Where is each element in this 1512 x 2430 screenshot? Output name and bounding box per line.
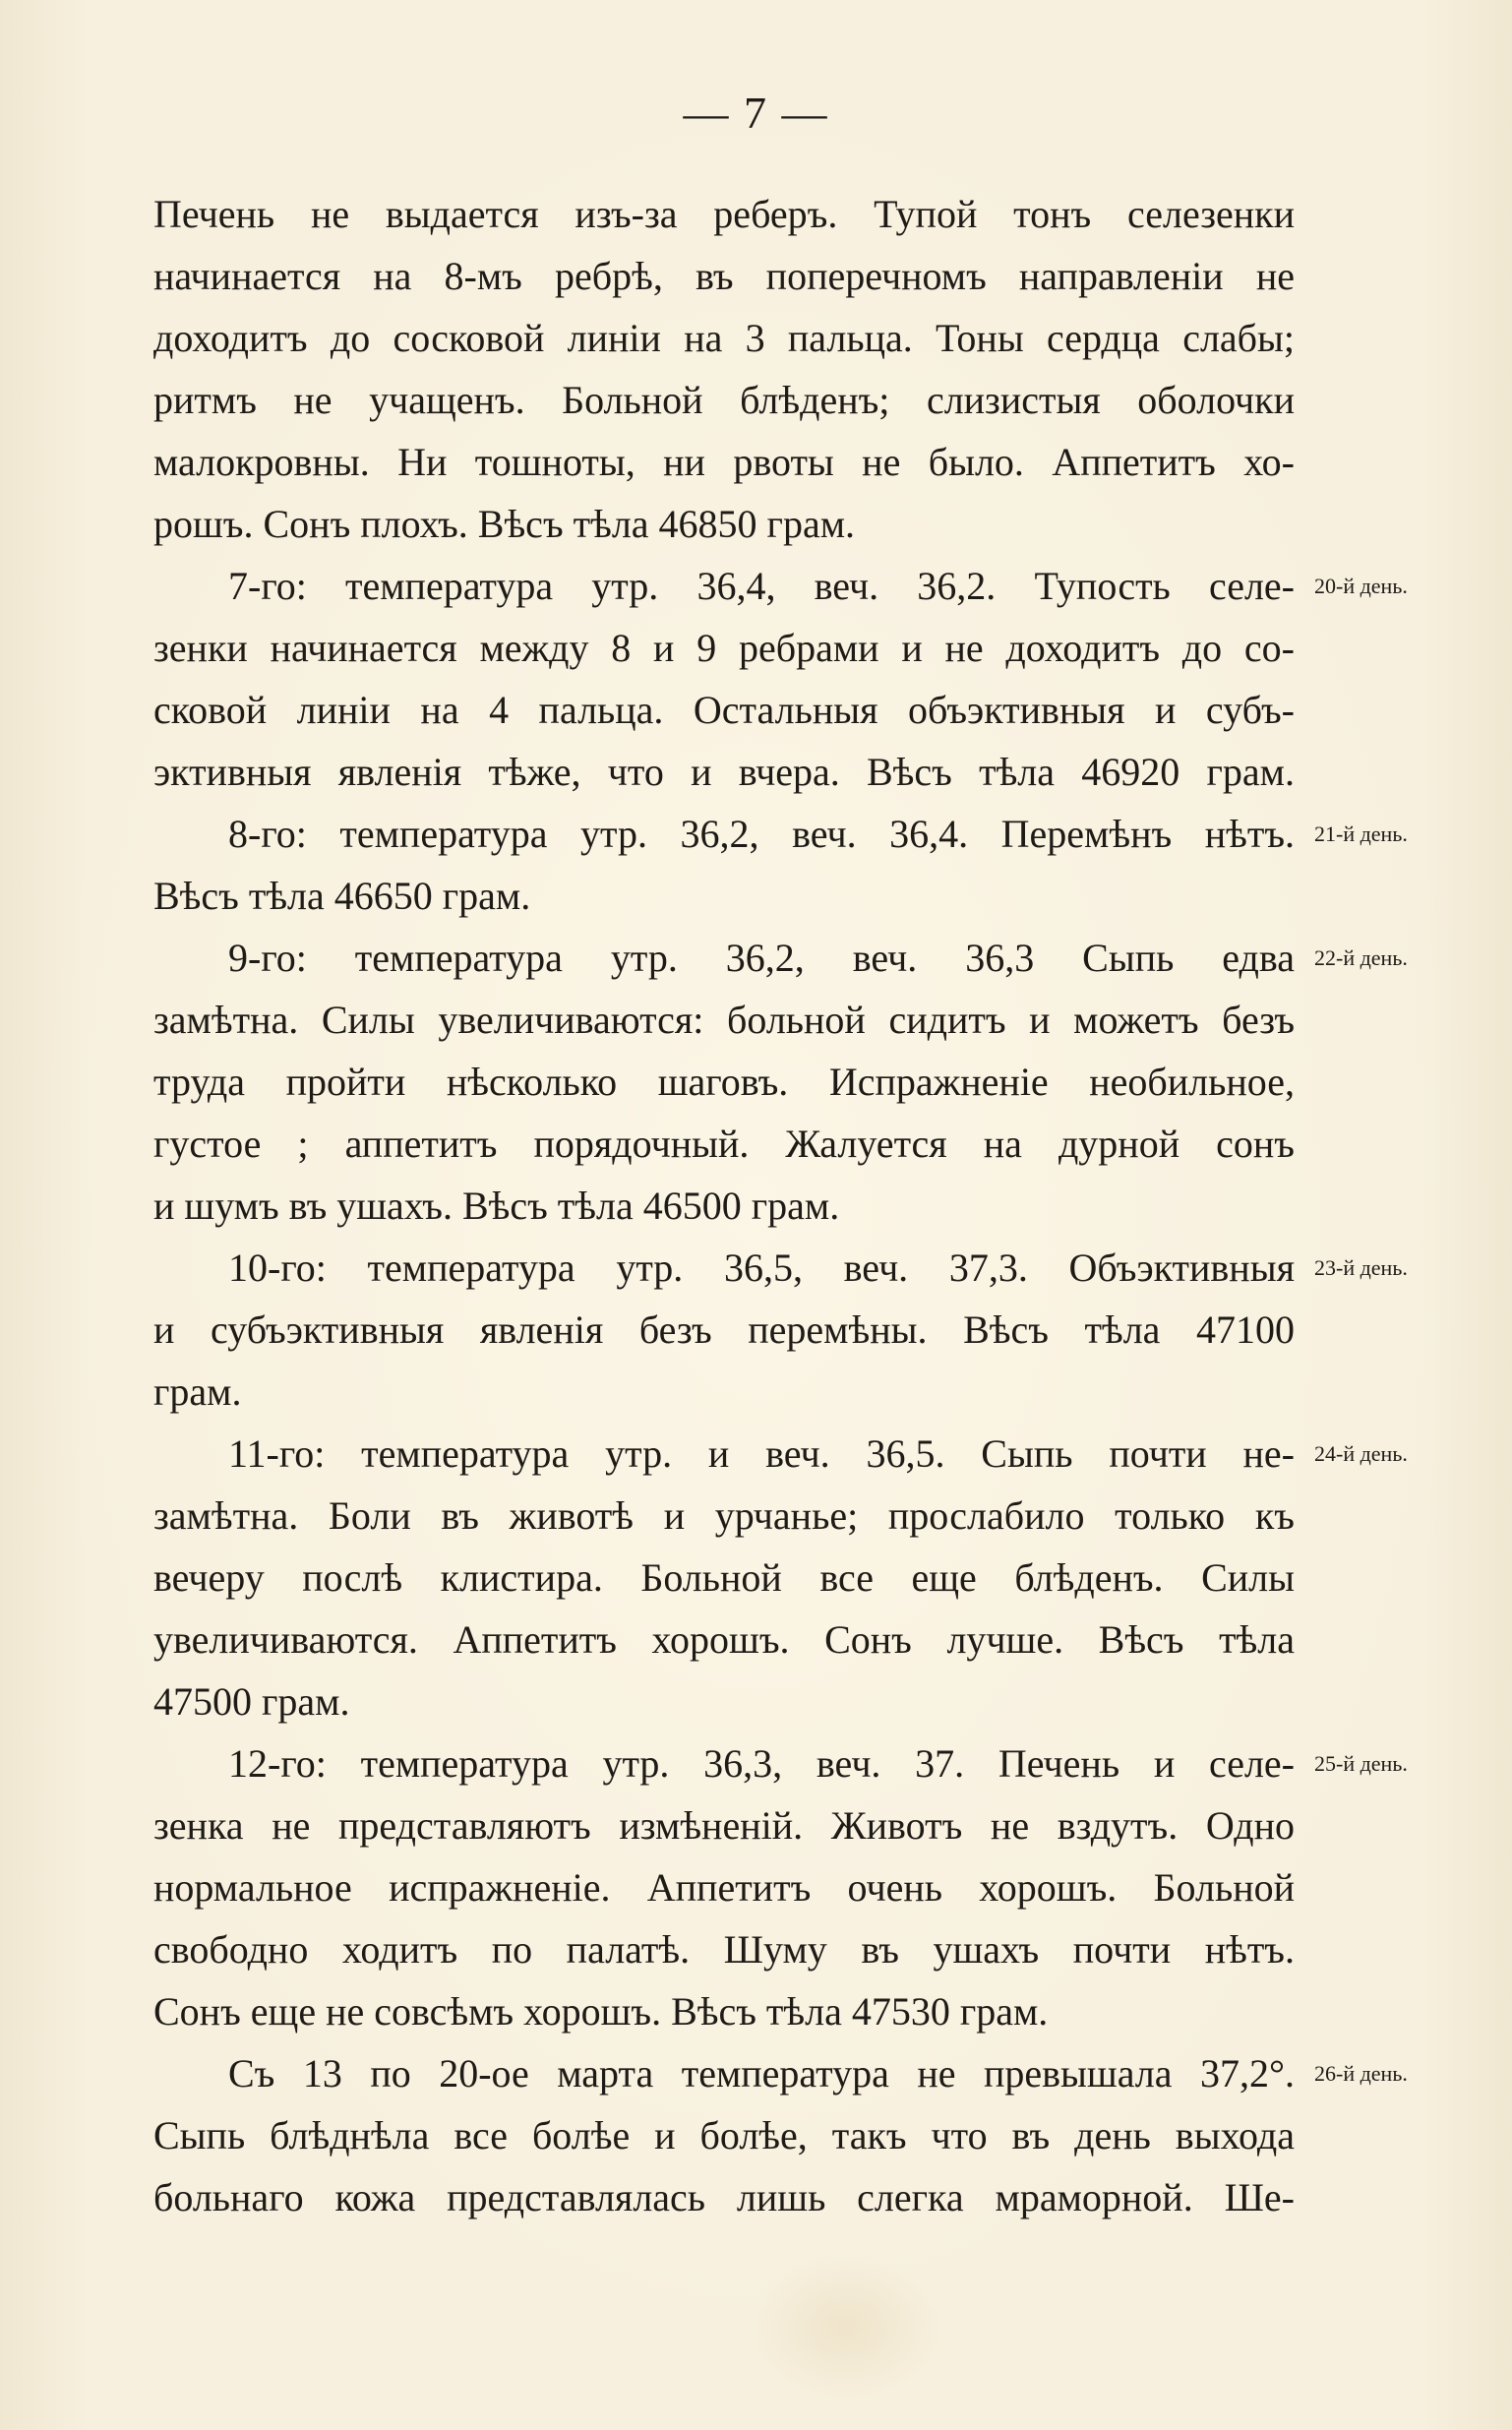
text-line-content: зенка не представляютъ измѣненій. Животъ не вздутъ. Одно (153, 1803, 1295, 1848)
text-line (153, 431, 1295, 493)
text-line-content: 47500 грам. (153, 1679, 350, 1724)
text-line-content: рошъ. Сонъ плохъ. Вѣсъ тѣла 46850 грам. (153, 502, 856, 546)
text-line (153, 1361, 1295, 1423)
text-line (153, 493, 1295, 555)
text-line-content: сковой линіи на 4 пальца. Остальныя объэктивныя и субъ- (153, 688, 1295, 732)
text-line (153, 2042, 1408, 2104)
text-line (153, 1423, 1408, 1485)
text-line (153, 679, 1295, 741)
text-line-content: малокровны. Ни тошноты, ни рвоты не было. Аппетитъ хо- (153, 440, 1295, 484)
margin-day-note: 24-й день. (1314, 1441, 1408, 1466)
text-line-content: Печень не выдается изъ-за реберъ. Тупой тонъ селезенки (153, 192, 1295, 236)
text-line-content: 10-го: температура утр. 36,5, веч. 37,3. Объэктивныя (228, 1245, 1295, 1290)
text-line (153, 2104, 1295, 2166)
text-line (153, 2166, 1295, 2228)
text-line-content: грам. (153, 1369, 242, 1414)
text-line-content: 12-го: температура утр. 36,3, веч. 37. Печень и селе- (228, 1741, 1295, 1786)
text-line (153, 927, 1408, 989)
text-line-content: свободно ходитъ по палатѣ. Шуму въ ушахъ почти нѣтъ. (153, 1927, 1295, 1972)
text-line-content: и шумъ въ ушахъ. Вѣсъ тѣла 46500 грам. (153, 1184, 840, 1228)
text-line (153, 1051, 1295, 1113)
text-line-content: больнаго кожа представлялась лишь слегка мраморной. Ше- (153, 2175, 1295, 2219)
text-line-content: доходитъ до сосковой линіи на 3 пальца. Тоны сердца слабы; (153, 316, 1295, 360)
text-line (153, 1113, 1295, 1175)
text-line-content: Вѣсъ тѣла 46650 грам. (153, 874, 531, 918)
text-line (153, 803, 1408, 865)
text-line (153, 1794, 1295, 1856)
text-line-content: увеличиваются. Аппетитъ хорошъ. Сонъ лучше. Вѣсъ тѣла (153, 1617, 1295, 1662)
margin-day-note: 25-й день. (1314, 1751, 1408, 1776)
text-line-content: труда пройти нѣсколько шаговъ. Испражненіе необильное, (153, 1060, 1295, 1104)
text-line-content: Съ 13 по 20-ое марта температура не превышала 37,2°. (228, 2051, 1295, 2096)
text-line (153, 307, 1295, 369)
text-line (153, 1918, 1295, 1980)
text-line (153, 617, 1295, 679)
text-line (153, 1485, 1295, 1547)
text-line-content: начинается на 8-мъ ребрѣ, въ поперечномъ направленіи не (153, 254, 1295, 298)
text-line-content: ритмъ не учащенъ. Больной блѣденъ; слизистыя оболочки (153, 378, 1295, 422)
text-line-content: густое ; аппетитъ порядочный. Жалуется на дурной сонъ (153, 1122, 1295, 1166)
text-line (153, 989, 1295, 1051)
text-line (153, 1671, 1295, 1732)
text-line (153, 555, 1408, 617)
text-line (153, 1609, 1295, 1671)
text-line (153, 1856, 1295, 1918)
text-line-content: 9-го: температура утр. 36,2, веч. 36,3 Сыпь едва (228, 936, 1295, 980)
text-line-content: и субъэктивныя явленія безъ перемѣны. Вѣсъ тѣла 47100 (153, 1307, 1295, 1352)
text-line (153, 741, 1295, 803)
text-line (153, 865, 1295, 927)
text-line-content: Сонъ еще не совсѣмъ хорошъ. Вѣсъ тѣла 47530 грам. (153, 1989, 1049, 2034)
margin-day-note: 20-й день. (1314, 574, 1408, 598)
body-text (153, 183, 1408, 2228)
text-line-content: нормальное испражненіе. Аппетитъ очень хорошъ. Больной (153, 1865, 1295, 1910)
text-line-content: вечеру послѣ клистира. Больной все еще блѣденъ. Силы (153, 1555, 1295, 1600)
text-line-content: зенки начинается между 8 и 9 ребрами и не доходитъ до со- (153, 626, 1295, 670)
text-line (153, 1980, 1295, 2042)
text-line-content: Сыпь блѣднѣла все болѣе и болѣе, такъ что въ день выхода (153, 2113, 1295, 2157)
text-line-content: замѣтна. Боли въ животѣ и урчанье; прослабило только къ (153, 1493, 1295, 1538)
text-line-content: эктивныя явленія тѣже, что и вчера. Вѣсъ тѣла 46920 грам. (153, 750, 1295, 794)
text-line (153, 369, 1295, 431)
page-number: — 7 — (683, 88, 829, 138)
text-line (153, 1547, 1295, 1609)
margin-day-note: 23-й день. (1314, 1255, 1408, 1280)
text-line-content: 7-го: температура утр. 36,4, веч. 36,2. Тупость селе- (228, 564, 1295, 608)
text-line (153, 245, 1295, 307)
text-line-content: 11-го: температура утр. и веч. 36,5. Сыпь почти не- (228, 1431, 1295, 1476)
paper-stain (748, 2253, 944, 2400)
margin-day-note: 21-й день. (1314, 821, 1408, 846)
text-line (153, 183, 1295, 245)
text-line (153, 1732, 1408, 1794)
text-line (153, 1237, 1408, 1299)
margin-day-note: 22-й день. (1314, 945, 1408, 970)
text-line-content: 8-го: температура утр. 36,2, веч. 36,4. Перемѣнъ нѣтъ. (228, 812, 1295, 856)
text-line (153, 1299, 1295, 1361)
text-line-content: замѣтна. Силы увеличиваются: больной сидитъ и можетъ безъ (153, 998, 1295, 1042)
text-line (153, 1175, 1295, 1237)
margin-day-note: 26-й день. (1314, 2061, 1408, 2086)
